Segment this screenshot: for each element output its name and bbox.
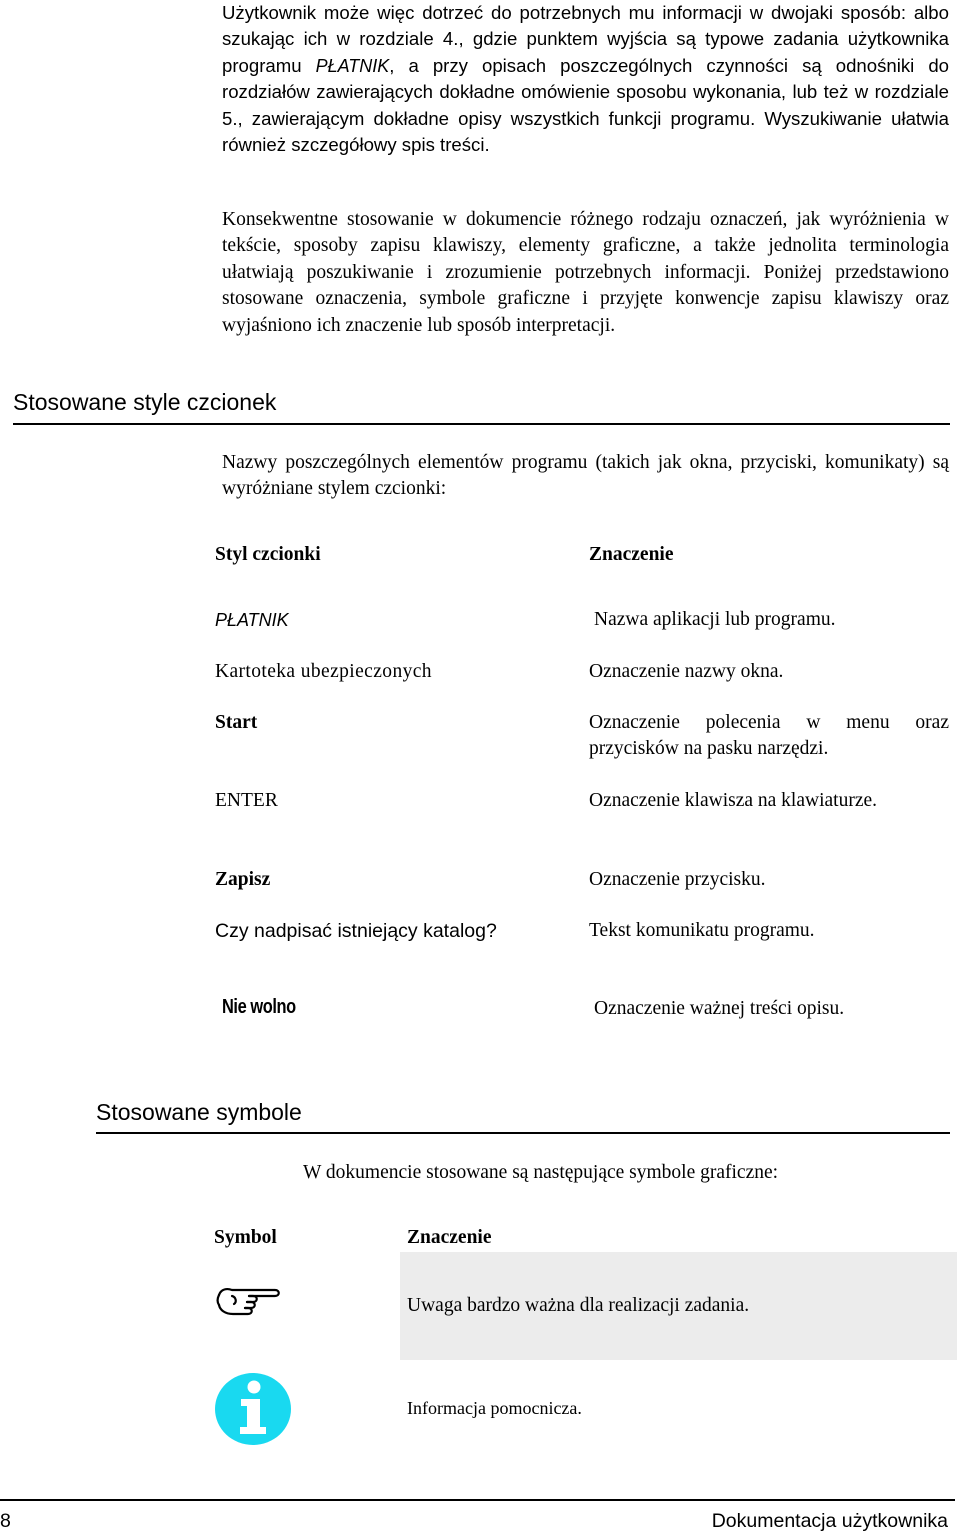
footer-rule — [0, 1499, 955, 1501]
intro-paragraph-1 — [222, 0, 949, 158]
style-window-name: Kartoteka ubezpieczonych — [215, 661, 432, 682]
fonts-intro: Nazwy poszczególnych elementów programu (takich jak okna, przyciski, komunikaty) są wyróżniane stylem czcionki: — [222, 452, 949, 500]
meaning-important: Oznaczenie ważnej treści opisu. — [594, 998, 845, 1019]
section-heading-symbols: Stosowane symbole — [96, 1099, 302, 1125]
col-header-style: Styl czcionki — [215, 544, 321, 565]
document-title: Dokumentacja użytkownika — [711, 1510, 948, 1532]
col-header-meaning: Znaczenie — [589, 544, 674, 565]
meaning-key: Oznaczenie klawisza na klawiaturze. — [589, 790, 878, 811]
style-button: Zapisz — [215, 869, 271, 890]
symbols-intro: W dokumencie stosowane są następujące symbole graficzne: — [303, 1162, 779, 1183]
col-header-symbol: Symbol — [214, 1227, 277, 1248]
meaning-window-name: Oznaczenie nazwy okna. — [589, 661, 784, 682]
meaning-important-note: Uwaga bardzo ważna dla realizacji zadania. — [407, 1295, 750, 1316]
page-number: 8 — [0, 1510, 11, 1532]
section-rule-symbols — [96, 1132, 950, 1134]
style-key: ENTER — [215, 790, 278, 811]
intro-paragraph-2: Konsekwentne stosowanie w dokumencie różnego rodzaju oznaczeń, jak wyróżnienia w tekście, sposoby zapisu klawiszy, elementy graficzne, a także jednolita terminologia ułatwiają poszukiwanie i zrozumienie potrzebnych informacji. Poniżej przedstawiono stosowane oznaczenia, symbole graficzne i przyjęte konwencje zapisu klawiszy oraz wyjaśniono ich znaczenie lub sposób interpretacji. — [222, 209, 949, 336]
meaning-menu-command: Oznaczenie polecenia w menu oraz przycisków na pasku narzędzi. — [589, 712, 949, 759]
app-name-inline: PŁATNIK — [315, 55, 390, 76]
style-important — [222, 996, 312, 1019]
col-header-symbol-meaning: Znaczenie — [407, 1227, 492, 1248]
meaning-button: Oznaczenie przycisku. — [589, 869, 766, 890]
style-app-name: PŁATNIK — [215, 610, 289, 630]
pointing-hand-icon — [215, 1283, 283, 1328]
meaning-help-info: Informacja pomocnicza. — [407, 1398, 582, 1418]
style-menu-command: Start — [215, 712, 258, 733]
intro-text-part1: Użytkownik może więc dotrzeć do potrzebnych mu informacji w dwojaki sposób: albo szukając ich w rozdziale 4., gdzie punktem wyjścia są typowe zadania użytkownika programu — [222, 2, 949, 76]
section-rule-fonts — [13, 423, 950, 425]
section-heading-fonts: Stosowane style czcionek — [13, 389, 277, 415]
style-important-text: Nie wolno — [222, 996, 296, 1018]
meaning-app-name: Nazwa aplikacji lub programu. — [594, 609, 836, 630]
style-message: Czy nadpisać istniejący katalog? — [215, 920, 497, 942]
info-icon — [213, 1372, 293, 1451]
intro-text-part2: , a przy opisach poszczególnych czynności są odnośniki do rozdziałów zawierających dokładne omówienie sposobu wykonania, lub też w rozdziale 5., zawierającym dokładne opisy wszystkich funkcji programu. Wyszukiwanie ułatwia również szczegółowy spis treści. — [222, 54, 949, 156]
meaning-message: Tekst komunikatu programu. — [589, 920, 815, 941]
